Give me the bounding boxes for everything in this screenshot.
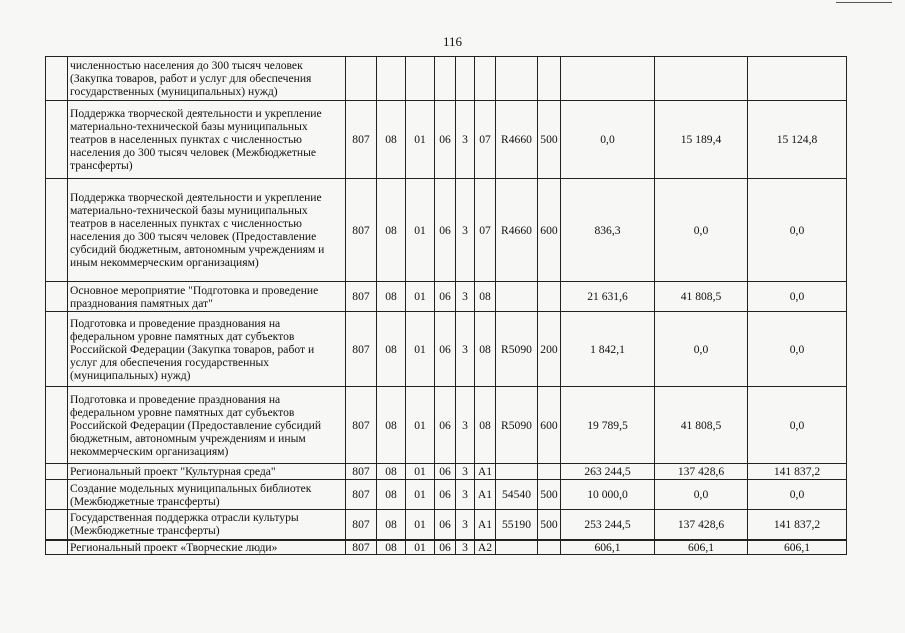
amount-year-2: 41 808,5 xyxy=(655,282,748,312)
subprogram-code: 3 xyxy=(456,540,475,555)
section-code: 08 xyxy=(377,540,406,555)
grbs-code xyxy=(346,57,377,101)
section-code: 08 xyxy=(377,480,406,510)
subsection-code: 01 xyxy=(406,179,435,282)
amount-year-3: 0,0 xyxy=(748,387,847,464)
expense-type-code: 600 xyxy=(538,179,561,282)
grbs-code: 807 xyxy=(346,480,377,510)
amount-year-2 xyxy=(655,57,748,101)
program-code: 06 xyxy=(435,179,456,282)
section-code: 08 xyxy=(377,312,406,387)
amount-year-2: 0,0 xyxy=(655,312,748,387)
amount-year-3: 141 837,2 xyxy=(748,464,847,480)
top-edge-rule xyxy=(836,2,892,3)
section-code: 08 xyxy=(377,101,406,179)
grbs-code: 807 xyxy=(346,312,377,387)
event-code: 08 xyxy=(475,282,496,312)
row-number-cell xyxy=(46,540,68,555)
row-number-cell xyxy=(46,464,68,480)
event-code xyxy=(475,57,496,101)
expense-type-code: 500 xyxy=(538,510,561,540)
subsection-code: 01 xyxy=(406,464,435,480)
row-number-cell xyxy=(46,57,68,101)
event-code: 07 xyxy=(475,101,496,179)
direction-code: 55190 xyxy=(496,510,538,540)
amount-year-2: 0,0 xyxy=(655,179,748,282)
subsection-code: 01 xyxy=(406,510,435,540)
amount-year-2: 0,0 xyxy=(655,480,748,510)
subprogram-code: 3 xyxy=(456,312,475,387)
row-number-cell xyxy=(46,282,68,312)
table-row xyxy=(46,464,847,480)
direction-code xyxy=(496,57,538,101)
item-name: Поддержка творческой деятельности и укрепление материально-технической базы муниципальных театров в населенных пунктах с численностью населения до 300 тысяч человек (Межбюджетные трансферты) xyxy=(68,101,346,179)
section-code: 08 xyxy=(377,179,406,282)
amount-year-1: 1 842,1 xyxy=(561,312,655,387)
table-row xyxy=(46,312,847,387)
item-name: Региональный проект "Культурная среда" xyxy=(68,464,346,480)
amount-year-2: 137 428,6 xyxy=(655,510,748,540)
grbs-code: 807 xyxy=(346,387,377,464)
direction-code xyxy=(496,282,538,312)
amount-year-2: 15 189,4 xyxy=(655,101,748,179)
direction-code: R5090 xyxy=(496,387,538,464)
expense-type-code: 500 xyxy=(538,101,561,179)
section-code xyxy=(377,57,406,101)
subprogram-code: 3 xyxy=(456,510,475,540)
subsection-code xyxy=(406,57,435,101)
event-code: A1 xyxy=(475,464,496,480)
grbs-code: 807 xyxy=(346,464,377,480)
expense-type-code xyxy=(538,282,561,312)
table-row xyxy=(46,57,847,101)
subsection-code: 01 xyxy=(406,282,435,312)
section-code: 08 xyxy=(377,510,406,540)
item-name: Основное мероприятие "Подготовка и проведение празднования памятных дат" xyxy=(68,282,346,312)
subsection-code: 01 xyxy=(406,540,435,555)
program-code: 06 xyxy=(435,387,456,464)
amount-year-1: 0,0 xyxy=(561,101,655,179)
grbs-code: 807 xyxy=(346,179,377,282)
expense-type-code: 500 xyxy=(538,480,561,510)
section-code: 08 xyxy=(377,282,406,312)
direction-code: 54540 xyxy=(496,480,538,510)
table-row xyxy=(46,480,847,510)
expense-type-code xyxy=(538,464,561,480)
program-code: 06 xyxy=(435,101,456,179)
row-number-cell xyxy=(46,480,68,510)
row-number-cell xyxy=(46,312,68,387)
amount-year-3: 141 837,2 xyxy=(748,510,847,540)
budget-table xyxy=(45,56,847,555)
subsection-code: 01 xyxy=(406,387,435,464)
subsection-code: 01 xyxy=(406,312,435,387)
event-code: A1 xyxy=(475,510,496,540)
row-number-cell xyxy=(46,387,68,464)
subprogram-code: 3 xyxy=(456,179,475,282)
direction-code xyxy=(496,540,538,555)
row-number-cell xyxy=(46,510,68,540)
event-code: 08 xyxy=(475,312,496,387)
amount-year-3: 0,0 xyxy=(748,282,847,312)
table-row xyxy=(46,510,847,540)
section-code: 08 xyxy=(377,464,406,480)
page-number: 116 xyxy=(442,34,463,49)
item-name: Создание модельных муниципальных библиотек (Межбюджетные трансферты) xyxy=(68,480,346,510)
table-row xyxy=(46,540,847,555)
amount-year-3: 606,1 xyxy=(748,540,847,555)
table-row xyxy=(46,282,847,312)
table-row xyxy=(46,387,847,464)
program-code: 06 xyxy=(435,480,456,510)
direction-code: R4660 xyxy=(496,179,538,282)
subsection-code: 01 xyxy=(406,480,435,510)
amount-year-1: 21 631,6 xyxy=(561,282,655,312)
amount-year-2: 606,1 xyxy=(655,540,748,555)
program-code: 06 xyxy=(435,282,456,312)
grbs-code: 807 xyxy=(346,540,377,555)
amount-year-1: 606,1 xyxy=(561,540,655,555)
subprogram-code xyxy=(456,57,475,101)
amount-year-3 xyxy=(748,57,847,101)
grbs-code: 807 xyxy=(346,101,377,179)
event-code: 07 xyxy=(475,179,496,282)
amount-year-3: 15 124,8 xyxy=(748,101,847,179)
expense-type-code: 600 xyxy=(538,387,561,464)
event-code: A2 xyxy=(475,540,496,555)
item-name: численностью населения до 300 тысяч человек (Закупка товаров, работ и услуг для обеспечения государственных (муниципальных) нужд) xyxy=(68,57,346,101)
amount-year-1: 263 244,5 xyxy=(561,464,655,480)
event-code: A1 xyxy=(475,480,496,510)
direction-code xyxy=(496,464,538,480)
amount-year-1: 10 000,0 xyxy=(561,480,655,510)
amount-year-2: 41 808,5 xyxy=(655,387,748,464)
row-number-cell xyxy=(46,101,68,179)
expense-type-code: 200 xyxy=(538,312,561,387)
amount-year-1 xyxy=(561,57,655,101)
grbs-code: 807 xyxy=(346,282,377,312)
program-code: 06 xyxy=(435,312,456,387)
subprogram-code: 3 xyxy=(456,480,475,510)
section-code: 08 xyxy=(377,387,406,464)
subprogram-code: 3 xyxy=(456,101,475,179)
expense-type-code xyxy=(538,57,561,101)
amount-year-3: 0,0 xyxy=(748,179,847,282)
table-row xyxy=(46,101,847,179)
item-name: Подготовка и проведение празднования на федеральном уровне памятных дат субъектов Российской Федерации (Закупка товаров, работ и услуг для обеспечения государственных (муниципальных) нужд) xyxy=(68,312,346,387)
subprogram-code: 3 xyxy=(456,464,475,480)
expense-type-code xyxy=(538,540,561,555)
subsection-code: 01 xyxy=(406,101,435,179)
subprogram-code: 3 xyxy=(456,387,475,464)
program-code: 06 xyxy=(435,510,456,540)
amount-year-3: 0,0 xyxy=(748,480,847,510)
item-name: Региональный проект «Творческие люди» xyxy=(68,540,346,555)
grbs-code: 807 xyxy=(346,510,377,540)
item-name: Государственная поддержка отрасли культуры (Межбюджетные трансферты) xyxy=(68,510,346,540)
direction-code: R5090 xyxy=(496,312,538,387)
amount-year-1: 19 789,5 xyxy=(561,387,655,464)
program-code xyxy=(435,57,456,101)
amount-year-1: 253 244,5 xyxy=(561,510,655,540)
amount-year-2: 137 428,6 xyxy=(655,464,748,480)
table-row xyxy=(46,179,847,282)
amount-year-1: 836,3 xyxy=(561,179,655,282)
item-name: Поддержка творческой деятельности и укрепление материально-технической базы муниципальных театров в населенных пунктах с численностью населения до 300 тысяч человек (Предоставление субсидий бюджетным, автономным учреждениям и иным некоммерческим организациям) xyxy=(68,179,346,282)
program-code: 06 xyxy=(435,464,456,480)
event-code: 08 xyxy=(475,387,496,464)
subprogram-code: 3 xyxy=(456,282,475,312)
item-name: Подготовка и проведение празднования на федеральном уровне памятных дат субъектов Российской Федерации (Предоставление субсидий бюджетным, автономным учреждениям и иным некоммерческим организациям) xyxy=(68,387,346,464)
row-number-cell xyxy=(46,179,68,282)
amount-year-3: 0,0 xyxy=(748,312,847,387)
direction-code: R4660 xyxy=(496,101,538,179)
program-code: 06 xyxy=(435,540,456,555)
